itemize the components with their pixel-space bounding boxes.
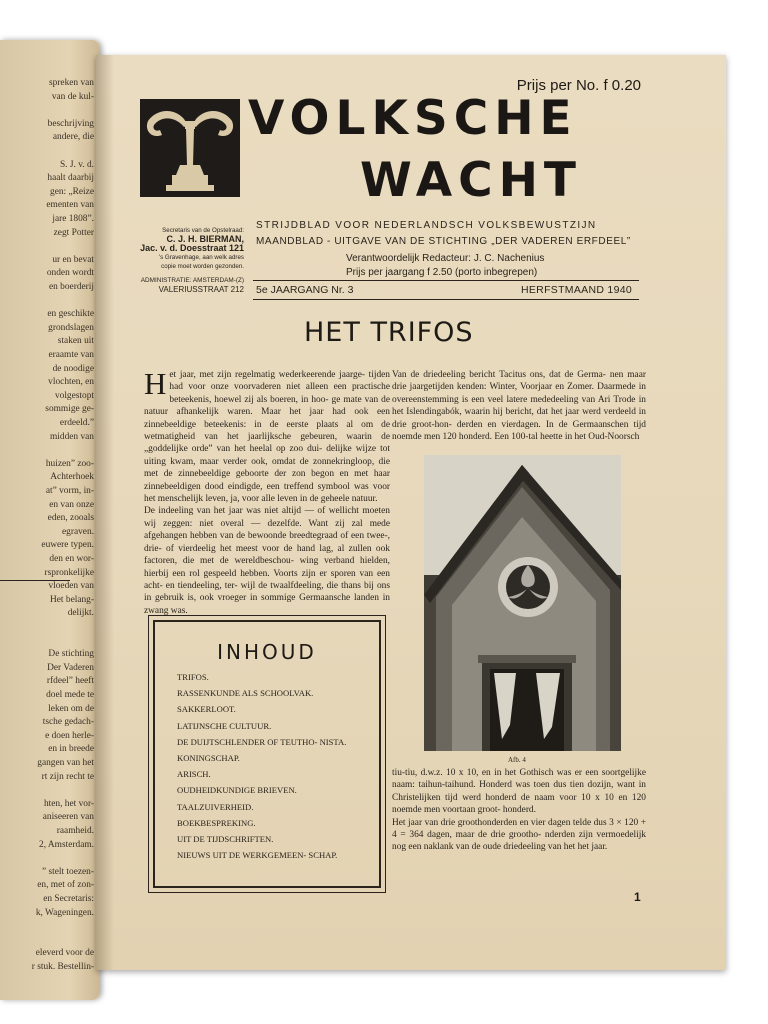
previous-page-line: rspronkelijke <box>44 567 94 578</box>
previous-page-line: den en wor- <box>49 554 94 564</box>
previous-page-line: tsche gedach- <box>42 717 94 728</box>
previous-page-line: delijkt. <box>67 608 94 619</box>
trifos-logo <box>140 99 240 197</box>
article-paragraph: De indeeling van het jaar was niet altijd — of wellicht moeten wij zeggen: niet overal — dezelfde. Want zij zal mede afgehangen hebben van de bewoonde breedtegraad of een twee-, drie- of vierdeelig het meest voor de hand lag, al zullen ook factoren, die met de wereldbeschou- wing verband hielden, hierbij een rol gespeeld hebben. Voorts zijn er sporen van een acht- en tiendeeling, ter- wijl de twaalfdeeling, die thans bij ons in gebruik is, ook vroeger in sommige Germaansche landen in zwang was. <box>144 506 390 616</box>
previous-page-line: S. J. v. d. <box>59 159 94 170</box>
issue-price: Prijs per No. f 0.20 <box>516 77 641 94</box>
previous-page-line: leken om de <box>48 703 94 714</box>
administration-label: ADMINISTRATIE: AMSTERDAM-(Z) <box>140 277 244 284</box>
toc-item[interactable]: TRIFOS. <box>177 672 209 682</box>
previous-page-line: beschrijving <box>47 118 94 129</box>
previous-page-line: Het belang- <box>50 594 94 605</box>
article-column-left <box>144 366 390 617</box>
toc-item[interactable]: OUDHEIDKUNDIGE BRIEVEN. <box>177 785 297 796</box>
secretariat-address <box>140 226 244 271</box>
trifos-emblem-icon <box>140 99 240 197</box>
photo-caption: Afb. 4 <box>508 756 526 764</box>
article-column-right <box>392 369 646 443</box>
masthead-subtitle: STRIJDBLAD VOOR NEDERLANDSCH VOLKSBEWUSTZIJN <box>256 220 597 231</box>
toc-item[interactable]: BOEKBESPREKING. <box>177 817 256 828</box>
toc-item[interactable]: KONINGSCHAP. <box>177 752 240 763</box>
header-rule-bottom <box>253 299 639 300</box>
toc-item[interactable]: LATIJNSCHE CULTUUR. <box>177 720 272 731</box>
previous-page-line: sommige ge- <box>45 404 94 415</box>
previous-page-line: spreken van <box>48 78 94 88</box>
previous-page-line: haalt daarbij <box>47 173 94 184</box>
previous-page-line: en, met of zon- <box>37 880 94 891</box>
farmhouse-gable-photo <box>424 455 621 751</box>
previous-page-line: aniseeren van <box>42 812 94 823</box>
toc-item[interactable]: UIT DE TIJDSCHRIFTEN. <box>177 833 274 844</box>
article-paragraph <box>144 366 390 505</box>
issue-number: 5e JAARGANG Nr. 3 <box>256 284 354 296</box>
previous-page-line: ” stelt toezen- <box>41 866 94 877</box>
previous-page-line: en in breede <box>48 744 94 755</box>
article-title: HET TRIFOS <box>304 317 474 348</box>
article-paragraph: Van de driedeeling bericht Tacitus ons, dat de Germa- nen maar drie jaargetijden kenden: Winter, Voorjaar en Zomer. Daarmede in overeenstemming is een veel latere mededeeling van Ari Trode in het Islendingabók, waarin hij bericht, dat het jaar werd verdeeld in drie groot-hon- derden en vierdagen. In de Germaanschen tijd noemde men 120 honderd. Een 100-tal heette in het Oud-Noorsch <box>392 370 646 443</box>
toc-item[interactable]: ARISCH. <box>177 769 211 780</box>
secretariat-note: copie moet worden gezonden. <box>161 263 244 270</box>
masthead-publisher: MAANDBLAD - UITGAVE VAN DE STICHTING „DER VADEREN ERFDEEL” <box>256 236 631 247</box>
previous-page-line: gen: „Reize <box>50 186 94 197</box>
article-column-right-continued <box>392 767 646 854</box>
previous-page-edge <box>0 40 100 1000</box>
previous-page-line: onden wordt <box>46 268 94 279</box>
previous-page-line: k, Wageningen. <box>35 907 94 918</box>
previous-page-line: gangen van het <box>37 758 94 768</box>
header-rule-top <box>253 280 639 281</box>
paragraph-text: et jaar, met zijn regelmatig wederkeerende jaarge- tijden had voor onze voorvaderen niet alleen een practische beteekenis, hoewel zij als boeren, in hoo- ge mate van de natuur afhankelijk waren. Maar het jaar had ook een zinnebeeldige beteekenis: in de eerste plaats al om de wetmatigheid van het jaarlijksche gebeuren, waarin de „goddelijke orde” van het heelal op zoo dui- delijke wijze tot uiting kwam, maar verder ook, omdat de zonnekringloop, die met de zinnebeeldige geboorte der zon begon en met haar zinnebeeldigen dood eindigde, een treffend symbool was voor het menschelijk leven, ja, voor alle leven in de geheele natuur. <box>144 370 390 505</box>
previous-page-line: Der Vaderen <box>47 662 94 673</box>
administration-street: VALERIUSSTRAAT 212 <box>158 284 244 294</box>
secretariat-street: Jac. v. d. Doesstraat 121 <box>140 243 244 253</box>
previous-page-line: raamheid. <box>56 826 94 836</box>
previous-page-line: en van onze <box>49 499 94 510</box>
previous-page-line: at” vorm, in- <box>45 486 94 496</box>
previous-page-line: zegt Potter <box>53 227 94 238</box>
previous-page-line: eleverd voor de <box>35 948 94 959</box>
secretariat-name: C. J. H. BIERMAN, <box>166 234 244 244</box>
previous-page-line: eraamte van <box>48 350 94 360</box>
previous-page-line: huizen” zoo- <box>45 458 94 469</box>
spine-shadow <box>96 55 114 970</box>
previous-page-line: erdeeld.” <box>59 418 94 428</box>
secretariat-label: Secretaris van de Opstelraad: <box>162 227 244 234</box>
administration-address <box>140 277 244 294</box>
previous-page-line: andere, die <box>52 132 94 143</box>
issue-date: HERFSTMAAND 1940 <box>521 284 632 296</box>
previous-page-line: midden van <box>49 431 94 442</box>
previous-page-line: volgestopt <box>54 390 94 401</box>
previous-page-line: en Secretaris: <box>43 894 94 904</box>
previous-page-line: en boerderij <box>48 282 94 292</box>
masthead-title-line-1: VOLKSCHE <box>248 91 578 146</box>
toc-list <box>177 672 377 866</box>
previous-page-line: ur en bevat <box>52 254 94 265</box>
magazine-front-page <box>96 55 726 970</box>
previous-page-line: eden, zooals <box>47 513 94 524</box>
toc-item[interactable]: RASSENKUNDE ALS SCHOOLVAK. <box>177 688 314 699</box>
masthead-title-line-2: WACHT <box>360 153 582 208</box>
table-of-contents <box>148 615 386 893</box>
article-paragraph: Het jaar van drie groothonderden en vier dagen telde dus 3 × 120 + 4 = 364 dagen, maar de drie grootho- nderden zijn vermoedelijk nog een naklank van de oude driedeeling van het het jaar. <box>392 817 646 853</box>
toc-item[interactable]: SAKKERLOOT. <box>177 704 236 715</box>
toc-item[interactable]: DE DUIJTSCHLENDER OF TEUTHO- NISTA. <box>177 736 347 747</box>
toc-frame <box>153 620 381 888</box>
previous-page-line: e doen herle- <box>45 730 94 741</box>
column-divider-rule <box>0 580 70 581</box>
toc-item[interactable]: TAALZUIVERHEID. <box>177 801 254 812</box>
secretariat-city: 's Gravenhage, aan welk adres <box>158 254 244 261</box>
previous-page-line: doel mede te <box>46 690 94 700</box>
previous-page-line: ementen van <box>46 200 94 211</box>
previous-page-line: rfdeel” heeft <box>46 676 94 687</box>
drop-cap: H <box>144 366 167 401</box>
previous-page-line: grondslagen <box>48 322 94 333</box>
previous-page-line: en geschikte <box>47 309 94 320</box>
toc-item[interactable]: NIEUWS UIT DE WERKGEMEEN- SCHAP. <box>177 850 338 861</box>
toc-title: INHOUD <box>217 640 317 664</box>
previous-page-line: staken uit <box>57 336 94 347</box>
previous-page-line: van de kul- <box>51 91 94 102</box>
editor-line: Verantwoordelijk Redacteur: J. C. Nachenius <box>346 253 545 264</box>
previous-page-line: egraven. <box>61 526 94 537</box>
previous-page-line: jare 1808”. <box>52 214 94 224</box>
subscription-price: Prijs per jaargang f 2.50 (porto inbegrepen) <box>346 267 538 278</box>
previous-page-line: De stichting <box>48 649 94 660</box>
previous-page-line: r stuk. Bestellin- <box>31 962 94 972</box>
article-paragraph: tiu-tiu, d.w.z. 10 x 10, en in het Gothisch was er een soortgelijke naam: taihun-taihund. Honderd was toen dus tien dozijn, want in Christelijken tijd werd honderd de naam voor 10 x 10 en 120 noemde men voortaan groot- honderd. <box>392 768 646 816</box>
previous-page-line: de noodige <box>52 363 94 374</box>
previous-page-line: euwere typen. <box>41 540 94 551</box>
page-number: 1 <box>634 890 641 904</box>
previous-page-line: vloeden van <box>48 581 94 592</box>
previous-page-line: hten, het vor- <box>43 798 94 809</box>
previous-page-line: 2, Amsterdam. <box>39 839 94 850</box>
previous-page-line: rt zijn recht te <box>41 771 94 782</box>
previous-page-line: vlochten, en <box>48 377 94 388</box>
previous-page-line: Achterhoek <box>50 472 94 483</box>
